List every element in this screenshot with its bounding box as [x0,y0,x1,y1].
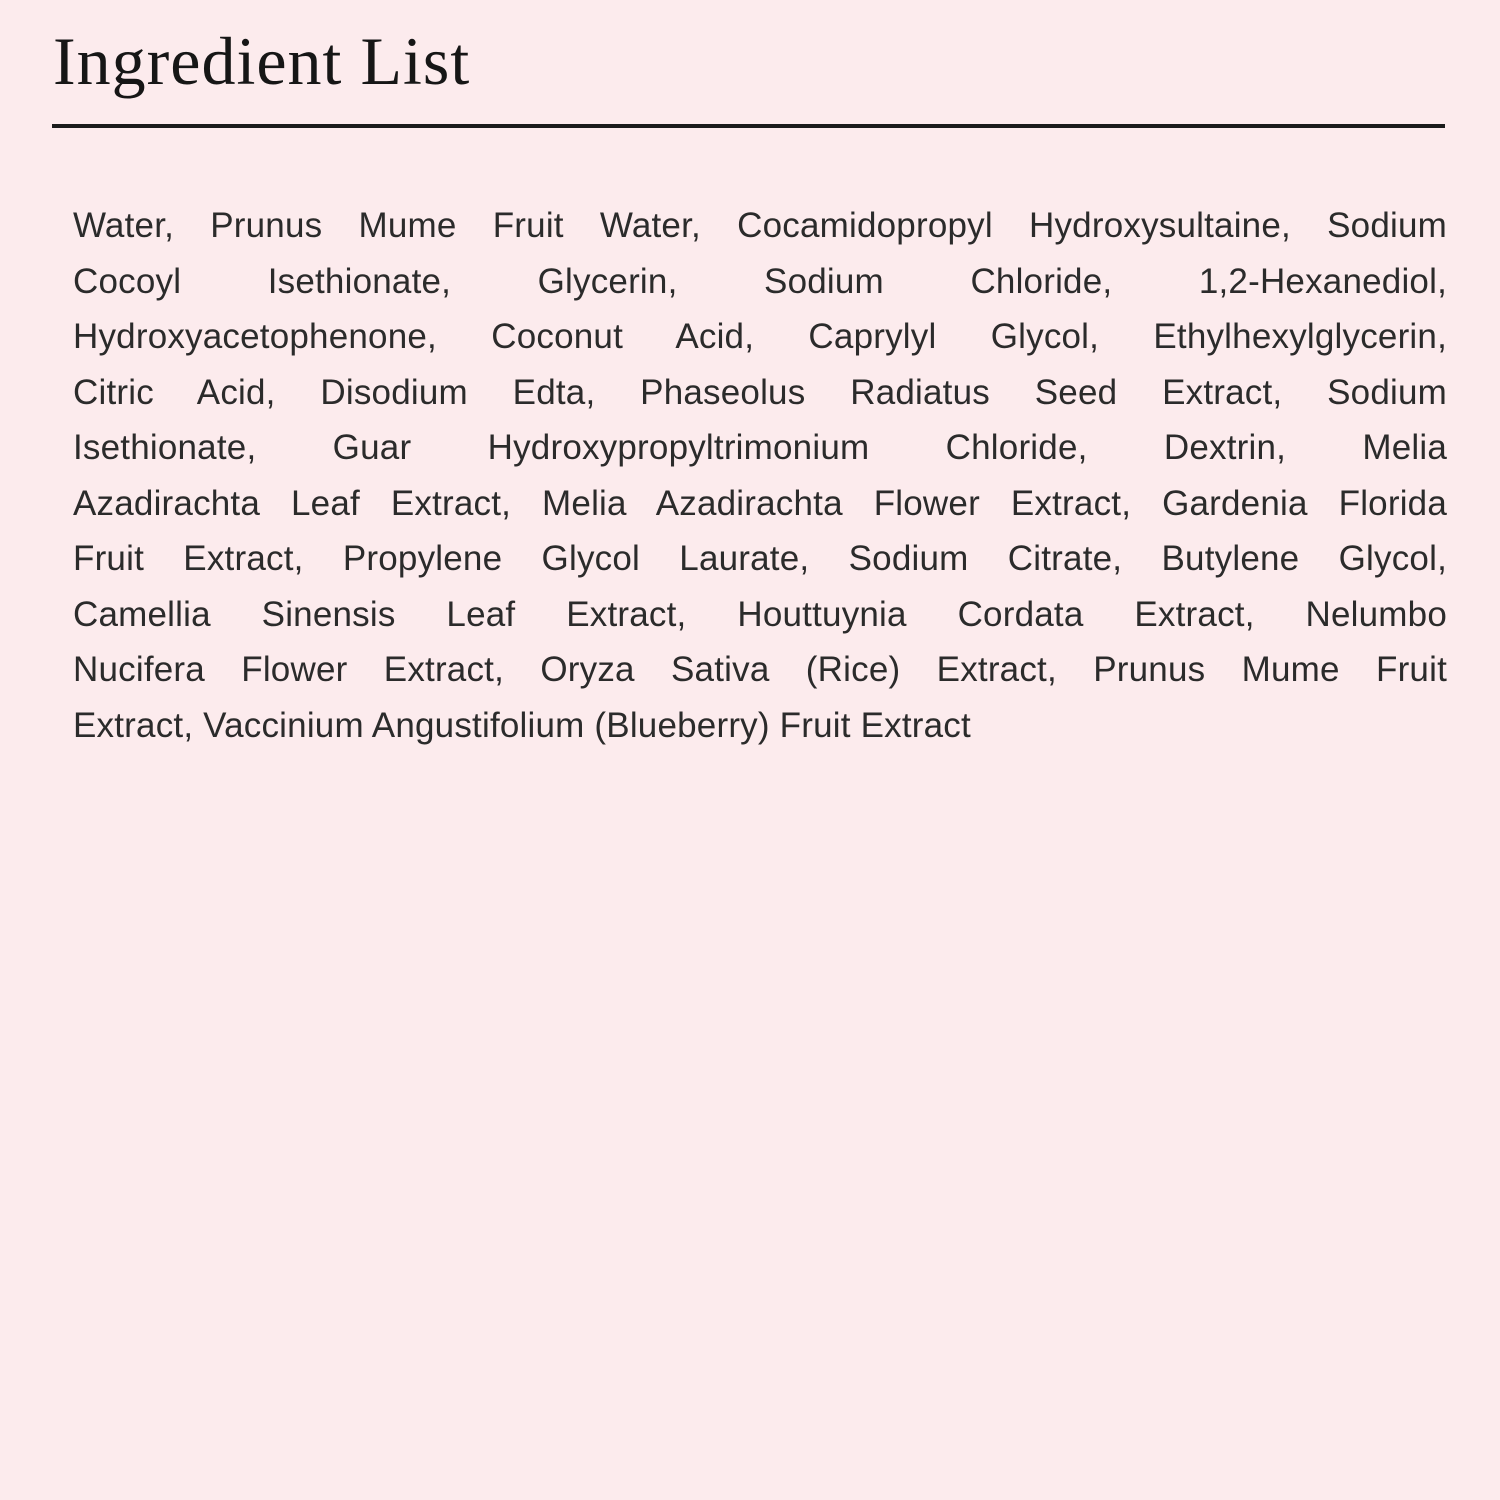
ingredient-line: Citric Acid, Disodium Edta, Phaseolus Radiatus Seed Extract, Sodium [73,372,1447,412]
ingredient-line: Nucifera Flower Extract, Oryza Sativa (Rice) Extract, Prunus Mume Fruit [73,650,1447,689]
page-title: Ingredient List [53,23,471,99]
ingredient-line: Camellia Sinensis Leaf Extract, Houttuynia Cordata Extract, Nelumbo [73,594,1447,634]
ingredient-line: Azadirachta Leaf Extract, Melia Azadirachta Flower Extract, Gardenia Florida [73,483,1447,523]
ingredient-line: Water, Prunus Mume Fruit Water, Cocamidopropyl Hydroxysultaine, Sodium [73,206,1447,245]
ingredient-line: Extract, Vaccinium Angustifolium (Blueberry) Fruit Extract [73,705,971,745]
ingredient-list-text [73,198,1447,753]
ingredient-line: Hydroxyacetophenone, Coconut Acid, Caprylyl Glycol, Ethylhexylglycerin, [73,317,1447,356]
ingredient-line: Isethionate, Guar Hydroxypropyltrimonium Chloride, Dextrin, Melia [73,428,1447,467]
title-divider [52,124,1445,128]
ingredient-line: Cocoyl Isethionate, Glycerin, Sodium Chloride, 1,2-Hexanediol, [73,261,1447,301]
ingredient-line: Fruit Extract, Propylene Glycol Laurate, Sodium Citrate, Butylene Glycol, [73,539,1447,578]
